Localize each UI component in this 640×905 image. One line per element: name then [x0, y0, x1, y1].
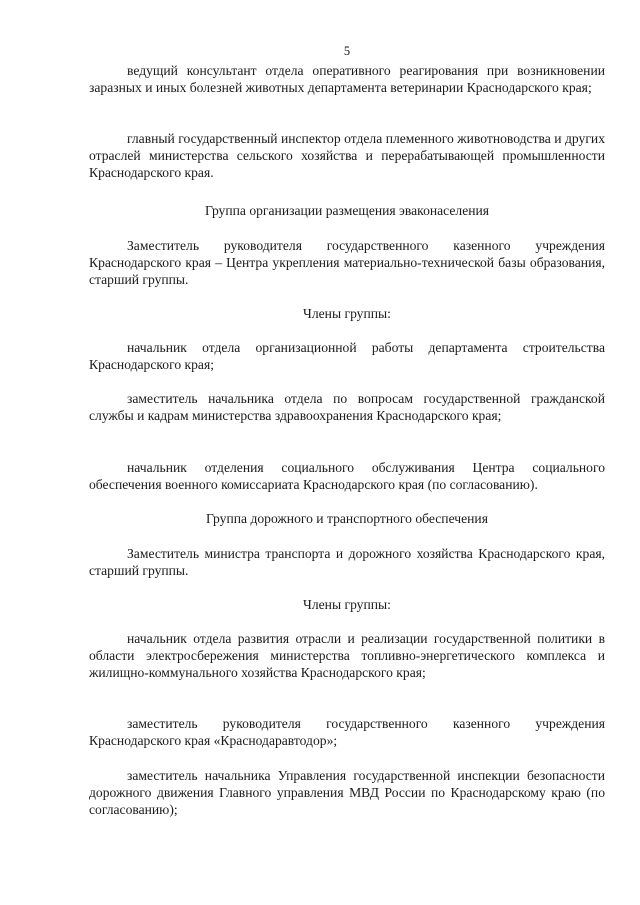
paragraph-vet-consultant: ведущий консультант отдела оперативного реагирования при возникновении заразных и иных болезней животных департамента ветеринарии Краснодарского края;: [89, 63, 605, 95]
paragraph-energy-head: начальник отдела развития отрасли и реализации государственной политики в области электросбережения министерства топливно-энергетического комплекса и жилищно-коммунального хозяйства Краснодарского края;: [89, 631, 605, 680]
paragraph-evacuation-lead: Заместитель руководителя государственного казенного учреждения Краснодарского края – Центра укрепления материально-технической базы образования, старший группы.: [89, 238, 605, 287]
heading-evacuation-group: Группа организации размещения эваконаселения: [204, 203, 490, 218]
paragraph-livestock-inspector: главный государственный инспектор отдела племенного животноводства и других отраслей министерства сельского хозяйства и перерабатывающей промышленности Краснодарского края.: [89, 131, 605, 180]
heading-group-members-2: Члены группы:: [303, 597, 391, 612]
page-number: 5: [343, 44, 351, 58]
paragraph-health-deputy: заместитель начальника отдела по вопросам государственной гражданской службы и кадрам министерства здравоохранения Краснодарского края;: [89, 391, 605, 423]
paragraph-construction-head: начальник отдела организационной работы департамента строительства Краснодарского края;: [89, 340, 605, 372]
paragraph-transport-lead: Заместитель министра транспорта и дорожного хозяйства Краснодарского края, старший группы.: [89, 546, 605, 578]
heading-transport-group: Группа дорожного и транспортного обеспечения: [206, 511, 488, 526]
paragraph-social-service-head: начальник отделения социального обслуживания Центра социального обеспечения военного комиссариата Краснодарского края (по согласованию).: [89, 460, 605, 492]
paragraph-autodor-deputy: заместитель руководителя государственного казенного учреждения Краснодарского края «Краснодаравтодор»;: [89, 716, 605, 748]
document-page: [89, 0, 605, 905]
paragraph-traffic-police-deputy: заместитель начальника Управления государственной инспекции безопасности дорожного движения Главного управления МВД России по Краснодарскому краю (по согласованию);: [89, 768, 605, 817]
heading-group-members-1: Члены группы:: [303, 306, 391, 321]
